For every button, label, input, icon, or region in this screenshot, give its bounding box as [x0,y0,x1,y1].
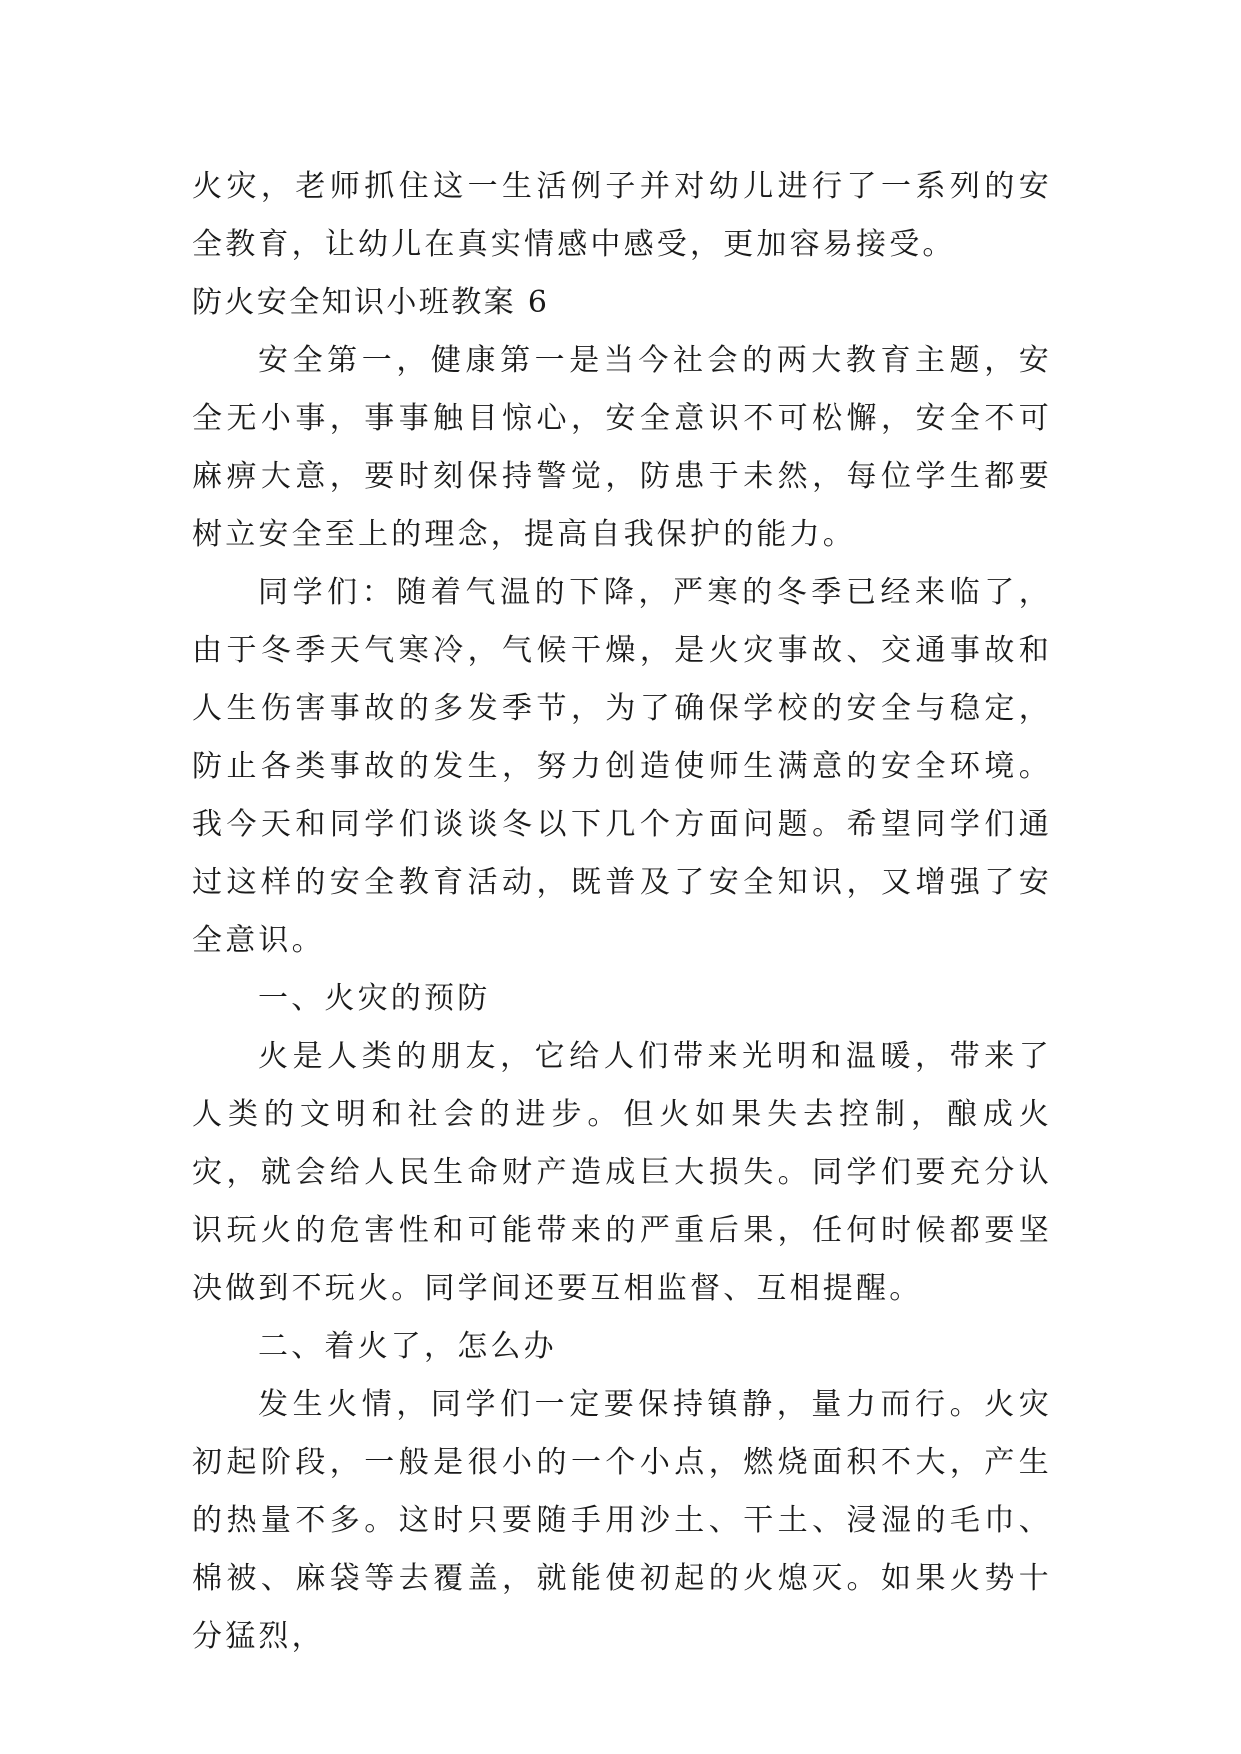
document-body [192,158,1052,1666]
paragraph-fire-response: 发生火情，同学们一定要保持镇静，量力而行。火灾初起阶段，一般是很小的一个小点，燃烧面积不大，产生的热量不多。这时只要随手用沙土、干土、浸湿的毛巾、棉被、麻袋等去覆盖，就能使初起的火熄灭。如果火势十分猛烈， [192,1387,1052,1654]
paragraph-continuation: 火灾，老师抓住这一生活例子并对幼儿进行了一系列的安全教育，让幼儿在真实情感中感受，更加容易接受。 [192,169,1052,262]
paragraph-winter-safety: 同学们：随着气温的下降，严寒的冬季已经来临了，由于冬季天气寒冷，气候干燥，是火灾事故、交通事故和人生伤害事故的多发季节，为了确保学校的安全与稳定，防止各类事故的发生，努力创造使师生满意的安全环境。我今天和同学们谈谈冬以下几个方面问题。希望同学们通过这样的安全教育活动，既普及了安全知识，又增强了安全意识。 [192,575,1052,958]
subheading-what-to-do: 二、着火了，怎么办 [258,1329,557,1364]
paragraph-fire-prevention: 火是人类的朋友，它给人们带来光明和温暖，带来了人类的文明和社会的进步。但火如果失去控制，酿成火灾，就会给人民生命财产造成巨大损失。同学们要充分认识玩火的危害性和可能带来的严重后果，任何时候都要坚决做到不玩火。同学间还要互相监督、互相提醒。 [192,1039,1052,1306]
subheading-fire-prevention: 一、火灾的预防 [258,981,491,1016]
paragraph-safety-first: 安全第一，健康第一是当今社会的两大教育主题，安全无小事，事事触目惊心，安全意识不可松懈，安全不可麻痹大意，要时刻保持警觉，防患于未然，每位学生都要树立安全至上的理念，提高自我保护的能力。 [192,343,1052,552]
section-heading: 防火安全知识小班教案 6 [192,285,550,320]
